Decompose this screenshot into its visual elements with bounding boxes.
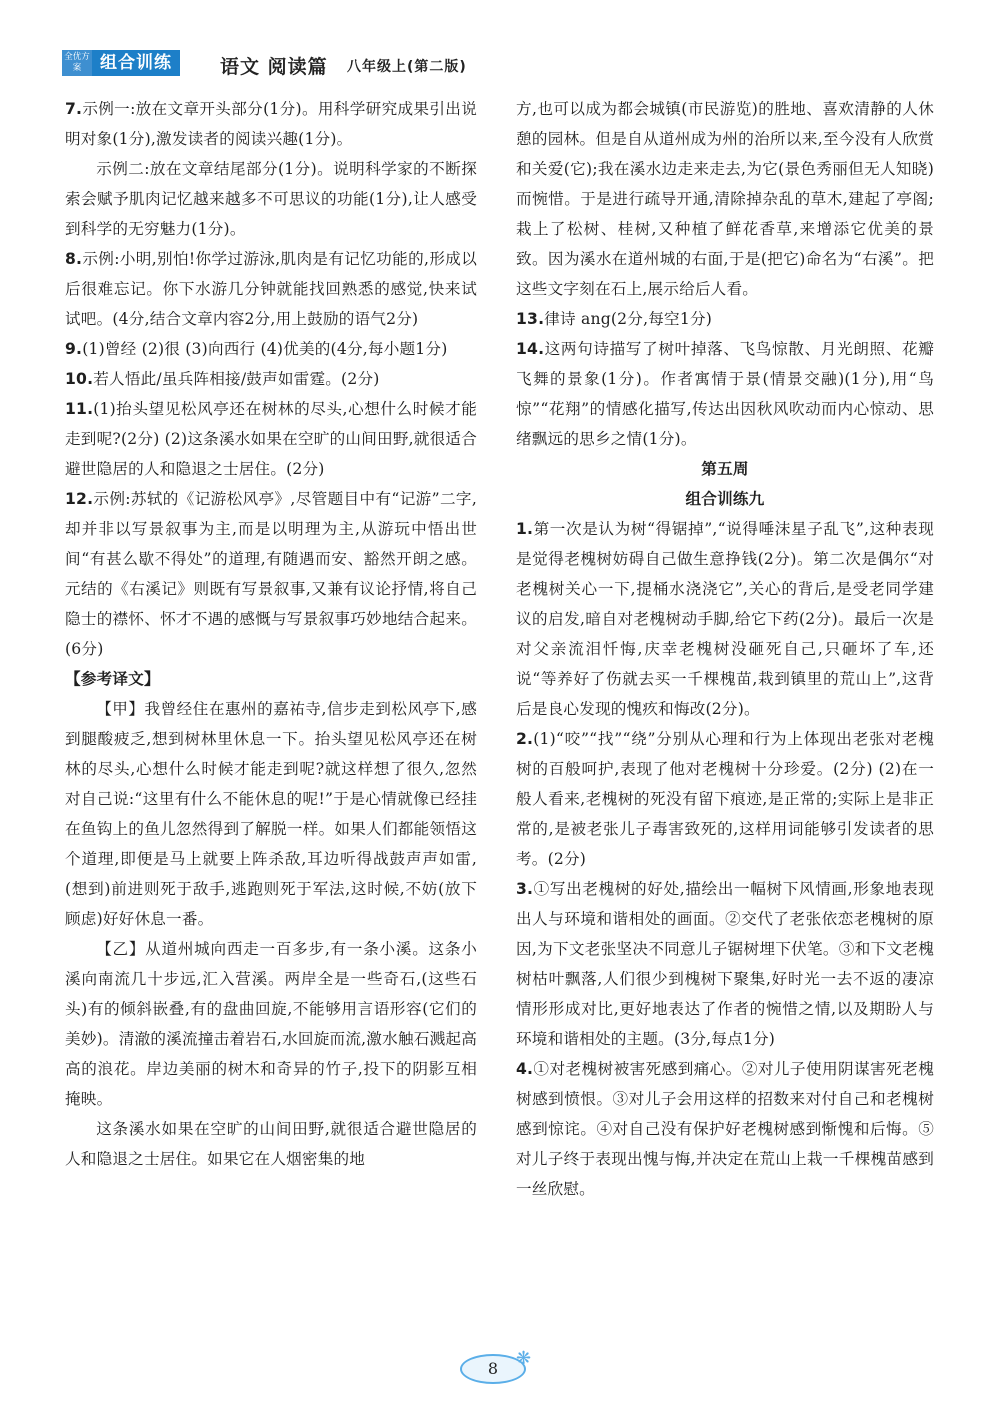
answer-text: (1)“咬”“找”“绕”分别从心理和行为上体现出老张对老槐树的百般呵护,表现了他对老槐树十分珍爱。(2分) (2)在一般人看来,老槐树的死没有留下痕迹,是正常的;实际上是非正常的,是被老张儿子毒害致死的,这样用词能够引发读者的思考。(2分): [516, 730, 934, 868]
translation-yi-continued: 方,也可以成为都会城镇(市民游览)的胜地、喜欢清静的人休憩的园林。但是自从道州成为州的治所以来,至今没有人欣赏和关爱(它);我在溪水边走来走去,为它(景色秀丽但无人知晓)而惋惜。于是进行疏导开通,清除掉杂乱的草木,建起了亭阁;栽上了松树、桂树,又种植了鲜花香草,来增添它优美的景致。因为溪水在道州城的右面,于是(把它)命名为“右溪”。把这些文字刻在石上,展示给后人看。: [516, 100, 934, 298]
translation-jia: 【甲】我曾经住在惠州的嘉祐寺,信步走到松风亭下,感到腿酸疲乏,想到树林里休息一下。抬头望见松风亭还在树林的尽头,心想什么时候才能走到呢?就这样想了很久,忽然对自己说:“这里有什么不能休息的呢!”于是心情就像已经挂在鱼钩上的鱼儿忽然得到了解脱一样。如果人们都能领悟这个道理,即便是马上就要上阵杀敌,耳边听得战鼓声声如雷,(想到)前进则死于敌手,逃跑则死于军法,这时候,不妨(放下顾虑)好好休息一番。: [65, 700, 477, 928]
page-number: 8: [487, 1359, 499, 1378]
book-grade: 八年级上(第二版): [347, 59, 467, 75]
answer-7: [65, 94, 477, 154]
answer-number: 1.: [516, 520, 534, 538]
training-answer-3: [516, 874, 934, 1054]
book-title: 语文 阅读篇: [220, 56, 328, 78]
left-column: [65, 94, 477, 1174]
answer-number: 4.: [516, 1060, 534, 1078]
answer-text: 示例一:放在文章开头部分(1分)。用科学研究成果引出说明对象(1分),激发读者的阅读兴趣(1分)。: [65, 100, 477, 148]
answer-number: 11.: [65, 400, 94, 418]
training-heading: 组合训练九: [685, 490, 765, 508]
answer-number: 8.: [65, 250, 83, 268]
answer-text: 律诗 ang(2分,每空1分): [544, 310, 713, 328]
answer-9: [65, 334, 477, 364]
answer-number: 13.: [516, 310, 545, 328]
training-answer-1: [516, 514, 934, 724]
reference-translation-title: 【参考译文】: [65, 670, 160, 688]
answer-text: (1)曾经 (2)很 (3)向西行 (4)优美的(4分,每小题1分): [82, 340, 448, 358]
page-header: [62, 46, 942, 82]
answer-7-example-2: 示例二:放在文章结尾部分(1分)。说明科学家的不断探索会赋予肌肉记忆越来越多不可思议的功能(1分),让人感受到科学的无穷魅力(1分)。: [65, 160, 477, 238]
answer-number: 7.: [65, 100, 83, 118]
answer-text: 第一次是认为树“得锯掉”,“说得唾沫星子乱飞”,这种表现是觉得老槐树妨碍自己做生意挣钱(2分)。第二次是偶尔“对老槐树关心一下,提桶水浇浇它”,关心的背后,是受老同学建议的启发,暗自对老槐树动手脚,给它下药(2分)。最后一次是对父亲流泪忏悔,庆幸老槐树没砸死自己,只砸坏了车,还说“等养好了伤就去买一千棵槐苗,栽到镇里的荒山上”,这背后是良心发现的愧疚和悔改(2分)。: [516, 520, 934, 718]
series-logo-small-text: 全优方案: [62, 50, 92, 76]
series-logo: [62, 50, 180, 76]
answer-number: 14.: [516, 340, 545, 358]
answer-11: [65, 394, 477, 484]
week-heading: 第五周: [701, 460, 749, 478]
answer-13: [516, 304, 934, 334]
series-logo-title: 组合训练: [92, 50, 180, 76]
answer-text: ①写出老槐树的好处,描绘出一幅树下风情画,形象地表现出人与环境和谐相处的画面。②交代了老张依恋老槐树的原因,为下文老张坚决不同意儿子锯树埋下伏笔。③和下文老槐树枯叶飘落,人们很少到槐树下聚集,好时光一去不返的凄凉情形形成对比,更好地表达了作者的惋惜之情,以及期盼人与环境和谐相处的主题。(3分,每点1分): [516, 880, 934, 1048]
answer-text: 示例:小明,别怕!你学过游泳,肌肉是有记忆功能的,形成以后很难忘记。你下水游几分钟就能找回熟悉的感觉,快来试试吧。(4分,结合文章内容2分,用上鼓励的语气2分): [65, 250, 477, 328]
answer-10: [65, 364, 477, 394]
answer-text: ①对老槐树被害死感到痛心。②对儿子使用阴谋害死老槐树感到愤恨。③对儿子会用这样的招数来对付自己和老槐树感到惊诧。④对自己没有保护好老槐树感到惭愧和后悔。⑤对儿子终于表现出愧与悔,并决定在荒山上栽一千棵槐苗感到一丝欣慰。: [516, 1060, 934, 1198]
answer-number: 9.: [65, 340, 83, 358]
answer-text: 这两句诗描写了树叶掉落、飞鸟惊散、月光朗照、花瓣飞舞的景象(1分)。作者寓情于景(情景交融)(1分),用“鸟惊”“花翔”的情感化描写,传达出因秋风吹动而内心惊动、思绪飘远的思乡之情(1分)。: [516, 340, 934, 448]
right-column: [516, 94, 934, 1204]
coconut-tree-icon: ❋: [516, 1348, 532, 1369]
answer-number: 3.: [516, 880, 534, 898]
answer-text: (1)抬头望见松风亭还在树林的尽头,心想什么时候才能走到呢?(2分) (2)这条溪水如果在空旷的山间田野,就很适合避世隐居的人和隐退之士居住。(2分): [65, 400, 477, 478]
translation-yi-part-1: 【乙】从道州城向西走一百多步,有一条小溪。这条小溪向南流几十步远,汇入营溪。两岸全是一些奇石,(这些石头)有的倾斜嵌叠,有的盘曲回旋,不能够用言语形容(它们的美妙)。清澈的溪流撞击着岩石,水回旋而流,激水触石溅起高高的浪花。岸边美丽的树木和奇异的竹子,投下的阴影互相掩映。: [65, 940, 477, 1108]
answer-text: 示例:苏轼的《记游松风亭》,尽管题目中有“记游”二字,却并非以写景叙事为主,而是以明理为主,从游玩中悟出世间“有甚么歇不得处”的道理,有随遇而安、豁然开朗之感。元结的《右溪记》则既有写景叙事,又兼有议论抒情,将自己隐士的襟怀、怀才不遇的感慨与写景叙事巧妙地结合起来。(6分): [65, 490, 477, 658]
training-answer-2: [516, 724, 934, 874]
answer-number: 12.: [65, 490, 94, 508]
answer-number: 10.: [65, 370, 94, 388]
answer-8: [65, 244, 477, 334]
answer-12: [65, 484, 477, 664]
training-answer-4: [516, 1054, 934, 1204]
answer-14: [516, 334, 934, 454]
answer-text: 若人悟此/虽兵阵相接/鼓声如雷霆。(2分): [93, 370, 380, 388]
translation-yi-part-2: 这条溪水如果在空旷的山间田野,就很适合避世隐居的人和隐退之士居住。如果它在人烟密集的地: [65, 1120, 477, 1168]
answer-number: 2.: [516, 730, 534, 748]
page-number-badge: [450, 1348, 550, 1392]
